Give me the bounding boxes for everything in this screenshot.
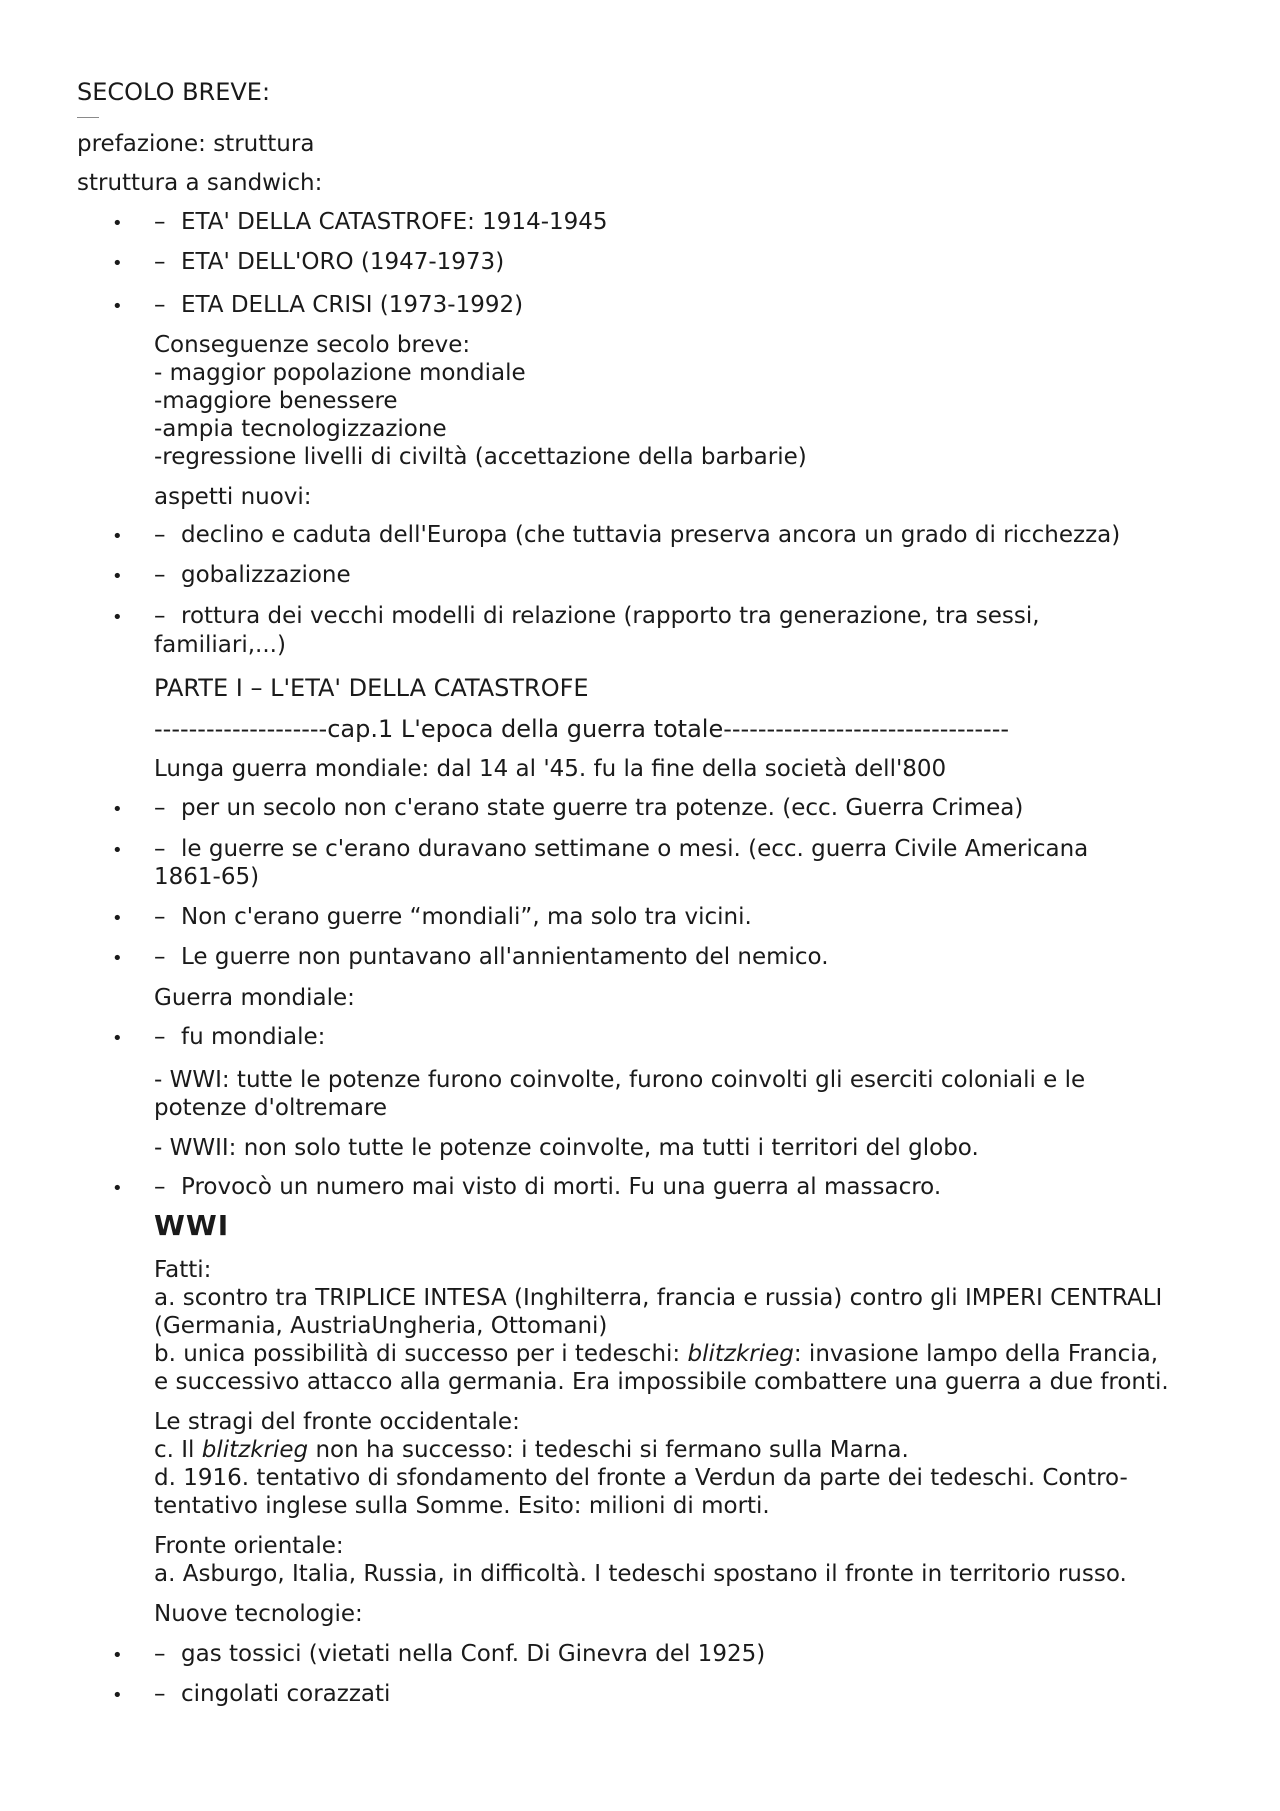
list-item: ETA' DELL'ORO (1947-1973) <box>181 249 505 275</box>
list-item-continuation: 1861-65) <box>154 864 260 890</box>
fatti-line: (Germania, AustriaUngheria, Ottomani) <box>154 1313 608 1339</box>
bullet-icon: • <box>112 1645 123 1666</box>
fatti-title: Fatti: <box>154 1257 212 1283</box>
conseguenze-line: - maggior popolazione mondiale <box>154 360 526 386</box>
guerra-mondiale-title: Guerra mondiale: <box>154 985 355 1011</box>
sandwich-line: struttura a sandwich: <box>77 170 323 196</box>
bullet-icon: • <box>112 1685 123 1706</box>
bullet-icon: • <box>112 1178 123 1199</box>
dash-icon: – <box>154 904 166 930</box>
conseguenze-title: Conseguenze secolo breve: <box>154 332 471 358</box>
stragi-line: tentativo inglese sulla Somme. Esito: milioni di morti. <box>154 1493 770 1519</box>
bullet-icon: • <box>112 948 123 969</box>
dash-icon: – <box>154 1174 166 1200</box>
fatti-line: e successivo attacco alla germania. Era impossibile combattere una guerra a due fronti. <box>154 1369 1169 1395</box>
list-item: le guerre se c'erano duravano settimane o mesi. (ecc. guerra Civile Americana <box>181 836 1089 862</box>
conseguenze-line: -maggiore benessere <box>154 388 398 414</box>
dash-icon: – <box>154 209 166 235</box>
bullet-icon: • <box>112 607 123 628</box>
list-item: ETA' DELLA CATASTROFE: 1914-1945 <box>181 209 608 235</box>
bullet-icon: • <box>112 799 123 820</box>
list-item: per un secolo non c'erano state guerre tra potenze. (ecc. Guerra Crimea) <box>181 795 1024 821</box>
wwi-line: - WWI: tutte le potenze furono coinvolte, furono coinvolti gli eserciti coloniali e le <box>154 1067 1086 1093</box>
dash-icon: – <box>154 603 166 629</box>
dash-icon: – <box>154 292 166 318</box>
bullet-icon: • <box>112 908 123 929</box>
list-item: gobalizzazione <box>181 562 351 588</box>
wwi-line: potenze d'oltremare <box>154 1095 388 1121</box>
list-item: declino e caduta dell'Europa (che tuttavia preserva ancora un grado di ricchezza) <box>181 522 1121 548</box>
tecnologie-title: Nuove tecnologie: <box>154 1601 363 1627</box>
aspetti-title: aspetti nuovi: <box>154 484 312 510</box>
bullet-icon: • <box>112 840 123 861</box>
title-divider <box>77 117 99 118</box>
dash-icon: – <box>154 1641 166 1667</box>
dash-icon: – <box>154 562 166 588</box>
fatti-line: a. scontro tra TRIPLICE INTESA (Inghilterra, francia e russia) contro gli IMPERI CENTRALI <box>154 1285 1163 1311</box>
bullet-icon: • <box>112 253 123 274</box>
bullet-icon: • <box>112 296 123 317</box>
bullet-icon: • <box>112 566 123 587</box>
list-item: Le guerre non puntavano all'annientamento del nemico. <box>181 944 829 970</box>
dash-icon: – <box>154 795 166 821</box>
dash-icon: – <box>154 1024 166 1050</box>
wwi-heading: WWI <box>154 1209 230 1242</box>
part-heading: PARTE I – L'ETA' DELLA CATASTROFE <box>154 674 589 702</box>
dash-icon: – <box>154 1681 166 1707</box>
chapter-heading: --------------------cap.1 L'epoca della guerra totale--------------------------------- <box>154 715 1010 743</box>
orientale-title: Fronte orientale: <box>154 1533 344 1559</box>
list-item: Provocò un numero mai visto di morti. Fu una guerra al massacro. <box>181 1174 942 1200</box>
bullet-icon: • <box>112 213 123 234</box>
list-item: gas tossici (vietati nella Conf. Di Ginevra del 1925) <box>181 1641 766 1667</box>
bullet-icon: • <box>112 526 123 547</box>
lunga-line: Lunga guerra mondiale: dal 14 al '45. fu la fine della società dell'800 <box>154 756 947 782</box>
dash-icon: – <box>154 522 166 548</box>
fatti-line: b. unica possibilità di successo per i tedeschi: blitzkrieg: invasione lampo della Francia, <box>154 1341 1159 1367</box>
list-item: cingolati corazzati <box>181 1681 391 1707</box>
conseguenze-line: -ampia tecnologizzazione <box>154 416 447 442</box>
orientale-line: a. Asburgo, Italia, Russia, in difficoltà. I tedeschi spostano il fronte in territorio russo. <box>154 1561 1127 1587</box>
stragi-line: d. 1916. tentativo di sfondamento del fronte a Verdun da parte dei tedeschi. Contro- <box>154 1465 1128 1491</box>
wwii-line: - WWII: non solo tutte le potenze coinvolte, ma tutti i territori del globo. <box>154 1135 979 1161</box>
list-item: Non c'erano guerre “mondiali”, ma solo tra vicini. <box>181 904 752 930</box>
list-item: fu mondiale: <box>181 1024 326 1050</box>
blitzkrieg-term: blitzkrieg <box>201 1437 309 1463</box>
prefazione-line: prefazione: struttura <box>77 131 315 157</box>
conseguenze-line: -regressione livelli di civiltà (accettazione della barbarie) <box>154 444 807 470</box>
list-item: rottura dei vecchi modelli di relazione (rapporto tra generazione, tra sessi, <box>181 603 1040 629</box>
list-item-continuation: familiari,...) <box>154 632 286 658</box>
stragi-line: c. Il blitzkrieg non ha successo: i tedeschi si fermano sulla Marna. <box>154 1437 909 1463</box>
blitzkrieg-term: blitzkrieg <box>687 1341 794 1367</box>
dash-icon: – <box>154 836 166 862</box>
list-item: ETA DELLA CRISI (1973-1992) <box>181 292 524 318</box>
dash-icon: – <box>154 944 166 970</box>
dash-icon: – <box>154 249 166 275</box>
document-title: SECOLO BREVE: <box>77 78 271 106</box>
bullet-icon: • <box>112 1028 123 1049</box>
stragi-title: Le stragi del fronte occidentale: <box>154 1409 520 1435</box>
